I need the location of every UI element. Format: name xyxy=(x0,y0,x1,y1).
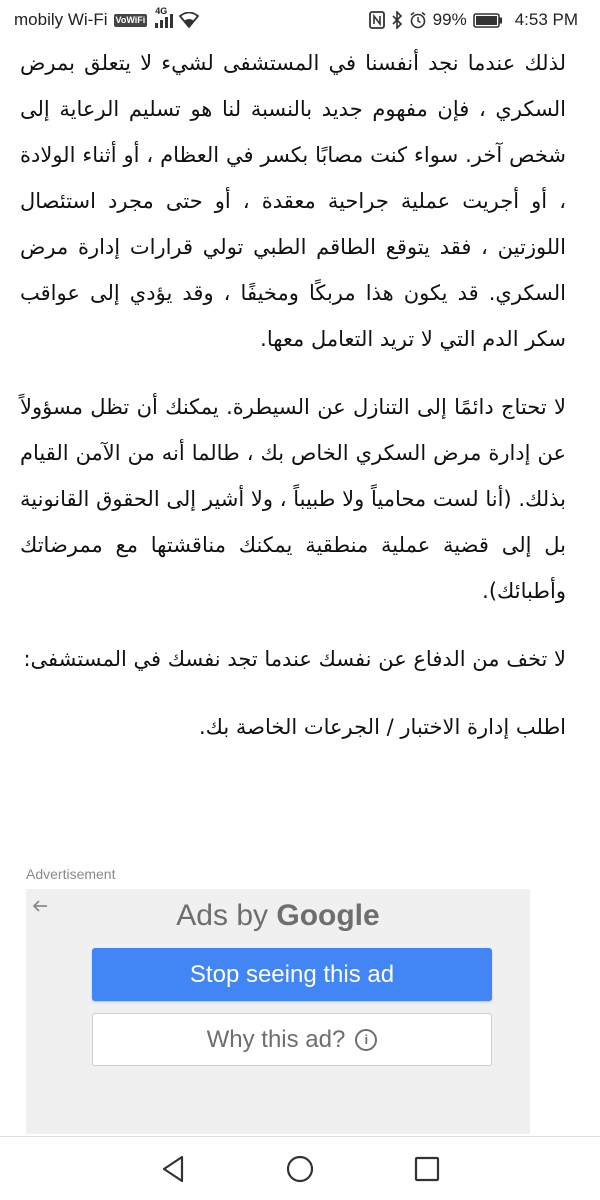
signal-icon xyxy=(155,6,173,28)
home-circle-icon[interactable] xyxy=(275,1144,325,1194)
clock-time: 4:53 PM xyxy=(514,10,578,29)
wifi-icon xyxy=(179,12,199,28)
battery-icon xyxy=(473,13,503,28)
status-left xyxy=(14,6,199,30)
system-nav-bar xyxy=(0,1136,600,1200)
stop-seeing-ad-button[interactable] xyxy=(92,948,492,1001)
ads-by-prefix: Ads by xyxy=(176,899,269,932)
status-right xyxy=(369,10,578,30)
article-paragraph: لذلك عندما نجد أنفسنا في المستشفى لشيء لا يتعلق بمرض السكري ، فإن مفهوم جديد بالنسبة لنا هو تسليم الرعاية إلى شخص آخر. سواء كنت مصابًا بكسر في العظام ، أو أثناء الولادة ، أو أجريت عملية جراحية معقدة ، أو حتى مجرد استئصال اللوزتين ، فقد يتوقع الطاقم الطبي تولي قرارات إدارة مرض السكري. قد يكون هذا مربكًا ومخيفًا ، وقد يؤدي إلى عواقب سكر الدم التي لا تريد التعامل معها. xyxy=(20,51,566,351)
bluetooth-icon xyxy=(391,11,403,29)
carrier-name: mobily Wi-Fi xyxy=(14,10,108,29)
google-brand: Google xyxy=(276,899,380,932)
article-body xyxy=(0,40,600,772)
why-this-ad-button[interactable] xyxy=(92,1013,492,1066)
advertisement-label: Advertisement xyxy=(26,866,116,882)
stop-seeing-ad-label: Stop seeing this ad xyxy=(189,960,395,988)
why-this-ad-label: Why this ad? xyxy=(206,1025,346,1053)
alarm-icon xyxy=(409,11,427,29)
article-paragraph: لا تخف من الدفاع عن نفسك عندما تجد نفسك في المستشفى: xyxy=(23,647,566,671)
vowifi-badge: VoWiFi xyxy=(115,14,146,25)
article-paragraph: لا تحتاج دائمًا إلى التنازل عن السيطرة. يمكنك أن تظل مسؤولاً عن إدارة مرض السكري الخاص بك ، طالما أنه من الآمن القيام بذلك. (أنا لست محامياً ولا طبيباً ، ولا أشير إلى الحقوق القانونية بل إلى قضية عملية منطقية يمكنك مناقشتها مع ممرضاتك وأطبائك). xyxy=(20,395,566,603)
battery-percent: 99% xyxy=(432,10,467,29)
article-paragraph: اطلب إدارة الاختبار / الجرعات الخاصة بك. xyxy=(199,715,566,739)
ads-by-google xyxy=(26,899,530,933)
network-type: 4G xyxy=(155,6,168,16)
info-icon: i xyxy=(355,1029,377,1051)
ad-container xyxy=(26,889,530,1134)
nfc-icon xyxy=(369,11,385,29)
recents-square-icon[interactable] xyxy=(402,1144,452,1194)
back-triangle-icon[interactable] xyxy=(148,1144,198,1194)
status-bar xyxy=(0,0,600,40)
